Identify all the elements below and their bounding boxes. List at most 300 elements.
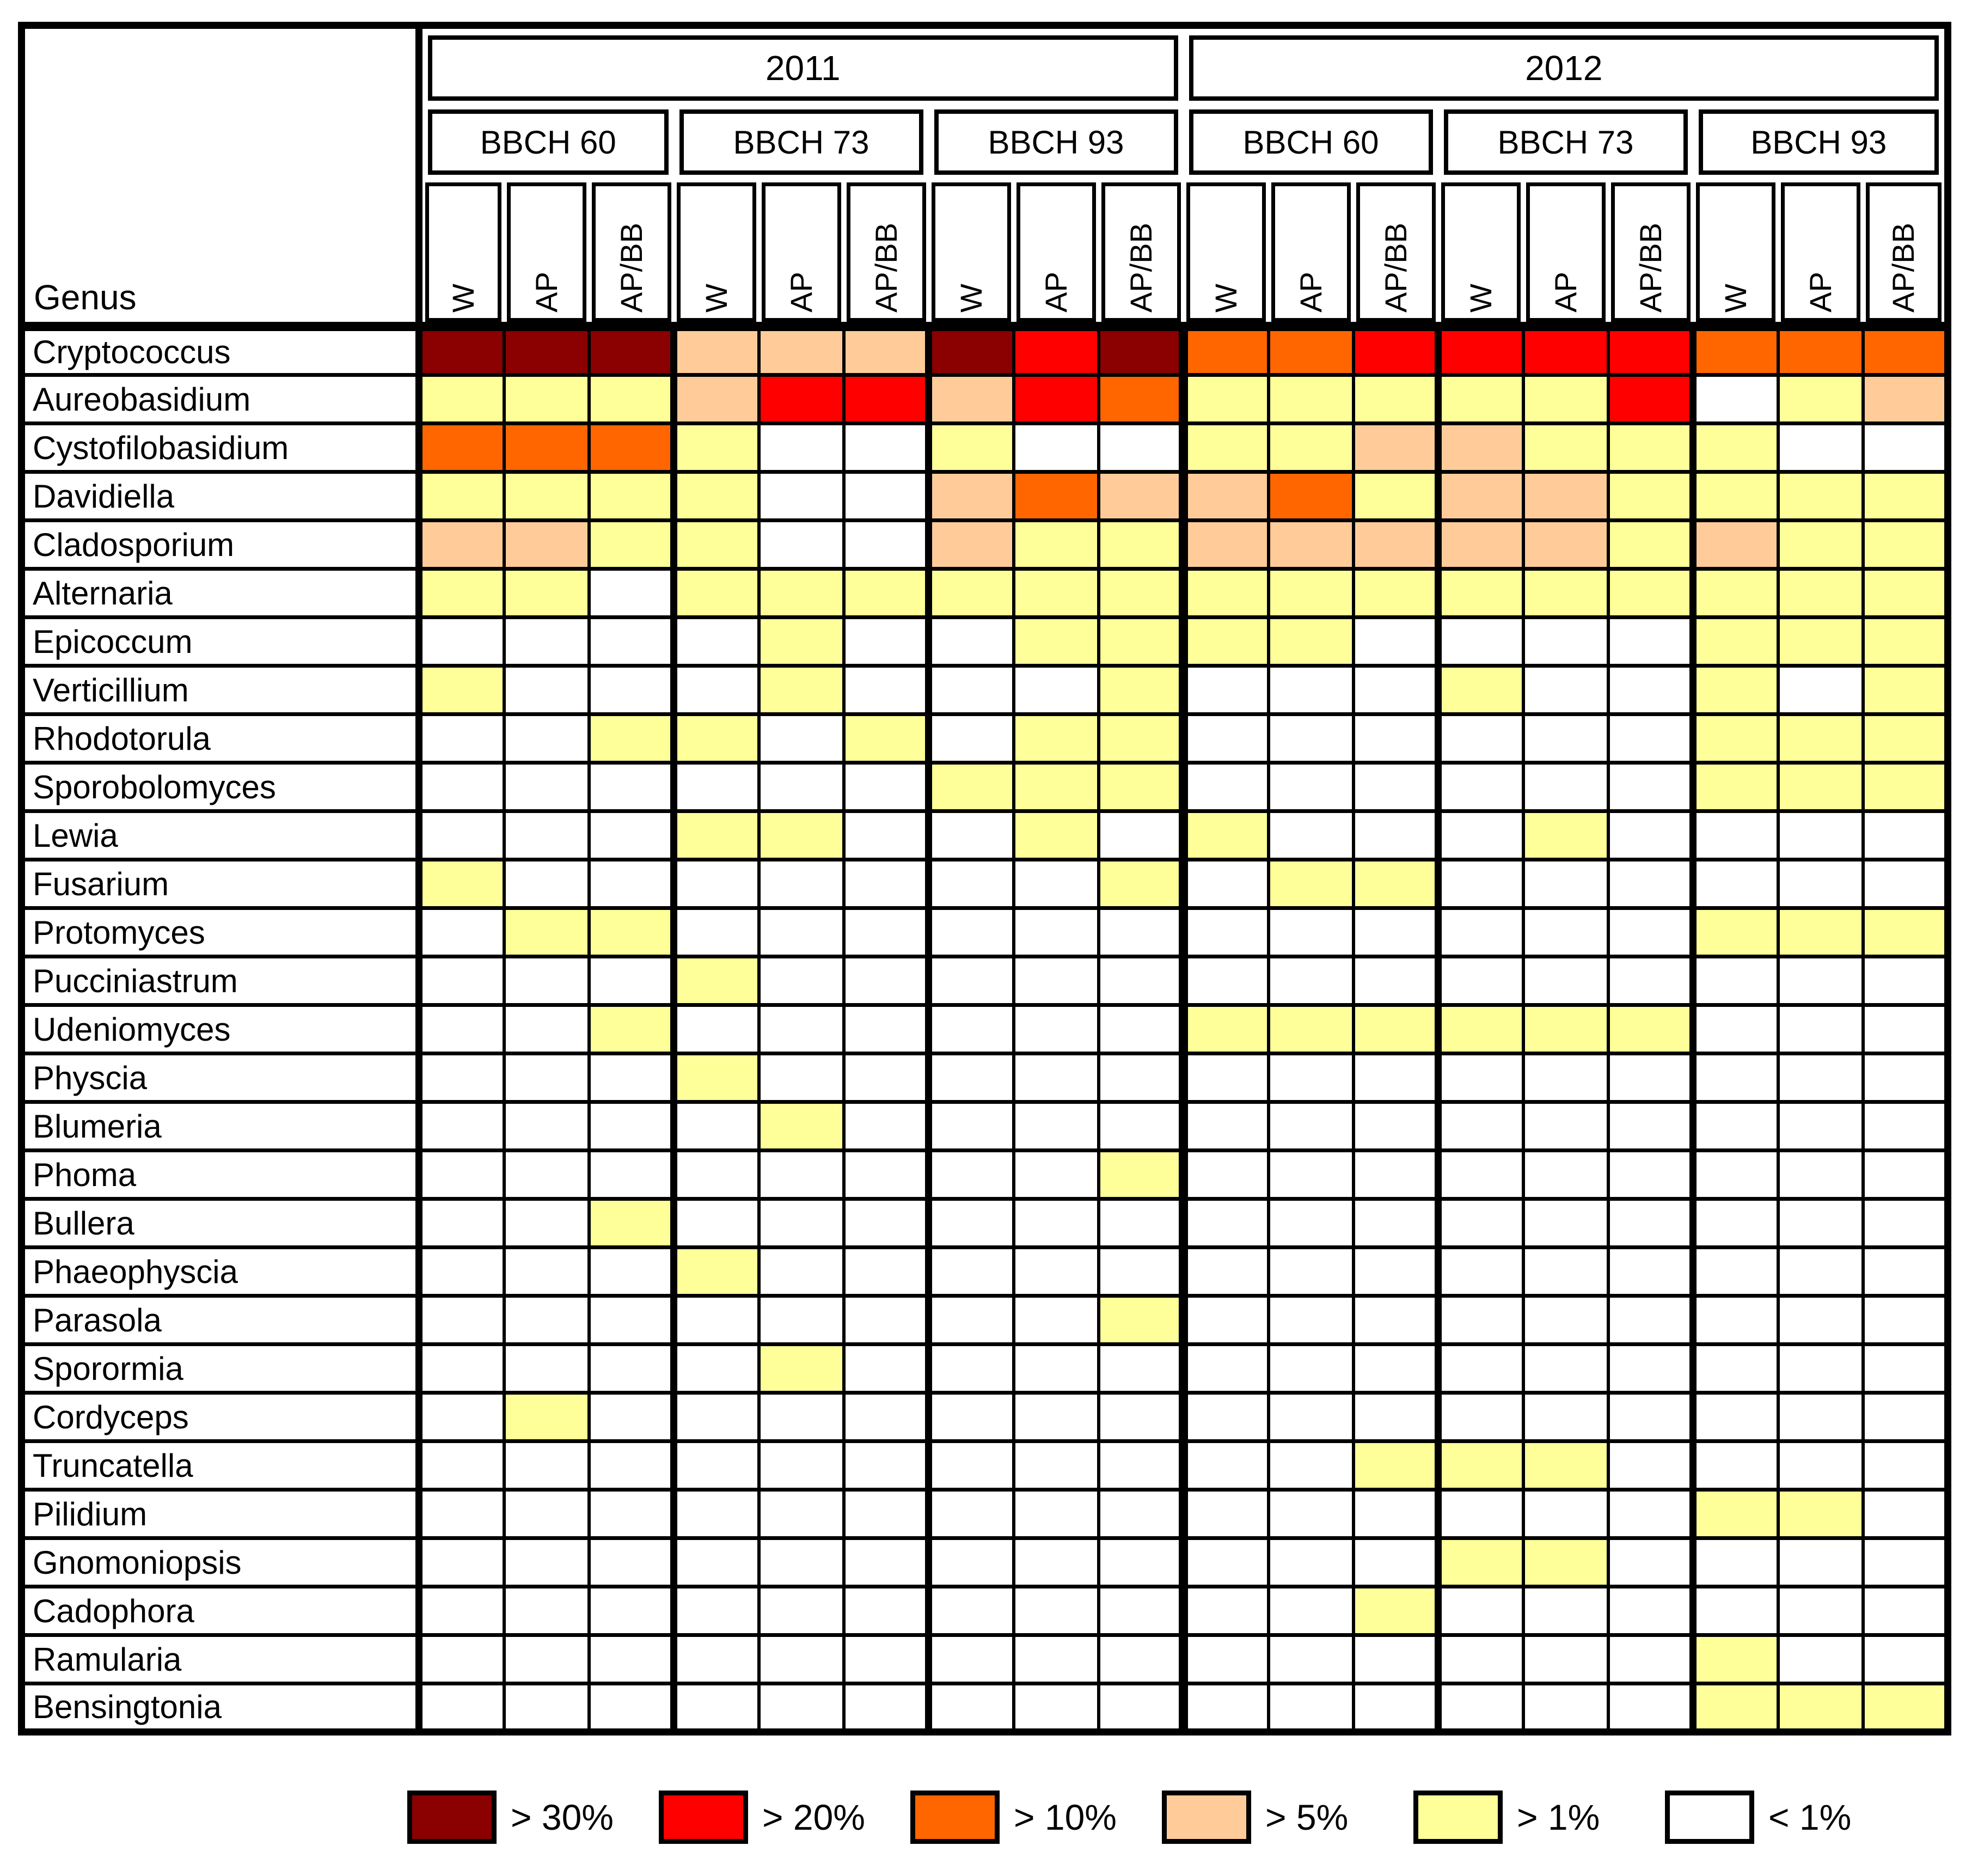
heatmap-cell xyxy=(504,1054,589,1102)
genus-row-label: Cladosporium xyxy=(22,521,419,569)
sample-type-header xyxy=(1693,182,1778,327)
heatmap-cell xyxy=(1778,1684,1863,1732)
sample-type-label: AP/BB xyxy=(1886,223,1921,313)
heatmap-cell xyxy=(589,714,674,763)
sample-type-label: AP xyxy=(783,272,818,313)
heatmap-cell xyxy=(1354,666,1438,714)
genus-row-label: Physcia xyxy=(22,1054,419,1102)
heatmap-cell xyxy=(1184,714,1269,763)
heatmap-cell xyxy=(1354,1102,1438,1151)
year-header xyxy=(1184,26,1948,107)
sample-type-header xyxy=(504,182,589,327)
heatmap-cell xyxy=(929,763,1014,811)
heatmap-cell xyxy=(1863,618,1948,666)
heatmap-cell xyxy=(1099,569,1184,618)
heatmap-cell xyxy=(1269,327,1354,375)
heatmap-cell xyxy=(1099,666,1184,714)
bbch-stage-label: BBCH 60 xyxy=(428,109,669,175)
heatmap-cell xyxy=(674,375,759,424)
heatmap-cell xyxy=(1523,472,1608,521)
heatmap-cell xyxy=(1608,424,1693,472)
heatmap-cell xyxy=(1014,1684,1099,1732)
heatmap-cell xyxy=(1014,1054,1099,1102)
sample-type-box xyxy=(425,182,501,322)
heatmap-cell xyxy=(504,860,589,908)
heatmap-cell xyxy=(844,327,929,375)
heatmap-cell xyxy=(674,763,759,811)
heatmap-cell xyxy=(1438,1248,1523,1296)
sample-type-header xyxy=(1099,182,1184,327)
genus-row-label: Aureobasidium xyxy=(22,375,419,424)
heatmap-cell xyxy=(1608,1635,1693,1684)
heatmap-cell xyxy=(1693,1345,1778,1393)
heatmap-cell xyxy=(929,1490,1014,1538)
heatmap-cell xyxy=(1184,860,1269,908)
table-row xyxy=(22,1587,1948,1635)
heatmap-cell xyxy=(1523,908,1608,957)
sample-type-header xyxy=(844,182,929,327)
heatmap-cell xyxy=(1863,908,1948,957)
sample-type-label: W xyxy=(1463,284,1498,313)
heatmap-cell xyxy=(589,1393,674,1441)
sample-type-box xyxy=(1866,182,1942,322)
heatmap-cell xyxy=(1863,714,1948,763)
heatmap-cell xyxy=(1693,908,1778,957)
heatmap-cell xyxy=(1523,666,1608,714)
heatmap-cell xyxy=(1438,908,1523,957)
heatmap-cell xyxy=(1184,569,1269,618)
heatmap-cell xyxy=(1354,1345,1438,1393)
heatmap-cell xyxy=(759,1684,844,1732)
bbch-stage-label: BBCH 73 xyxy=(679,109,923,175)
table-row xyxy=(22,375,1948,424)
heatmap-cell xyxy=(759,1587,844,1635)
heatmap-cell xyxy=(1778,666,1863,714)
heatmap-cell xyxy=(844,860,929,908)
heatmap-cell xyxy=(504,618,589,666)
heatmap-cell xyxy=(759,714,844,763)
heatmap-cell xyxy=(1778,472,1863,521)
sample-type-box xyxy=(1101,182,1181,322)
heatmap-cell xyxy=(1523,1054,1608,1102)
table-row xyxy=(22,569,1948,618)
heatmap-cell xyxy=(1693,1393,1778,1441)
heatmap-cell xyxy=(589,1005,674,1054)
table-row xyxy=(22,1102,1948,1151)
bbch-stage-label: BBCH 60 xyxy=(1189,109,1433,175)
heatmap-cell xyxy=(1693,327,1778,375)
heatmap-cell xyxy=(929,327,1014,375)
heatmap-cell xyxy=(1099,521,1184,569)
heatmap-cell xyxy=(759,908,844,957)
heatmap-cell xyxy=(1608,569,1693,618)
heatmap-cell xyxy=(504,1441,589,1490)
heatmap-cell xyxy=(1523,1684,1608,1732)
heatmap-cell xyxy=(504,1248,589,1296)
heatmap-cell xyxy=(1608,1005,1693,1054)
heatmap-cell xyxy=(929,1151,1014,1199)
heatmap-cell xyxy=(929,1005,1014,1054)
table-row xyxy=(22,1296,1948,1345)
heatmap-cell xyxy=(1608,860,1693,908)
heatmap-cell xyxy=(1269,375,1354,424)
heatmap-cell xyxy=(589,1345,674,1393)
heatmap-cell xyxy=(1269,1054,1354,1102)
heatmap-cell xyxy=(419,1684,504,1732)
heatmap-cell xyxy=(1863,1393,1948,1441)
genus-row-label: Ramularia xyxy=(22,1635,419,1684)
legend-item xyxy=(1162,1791,1413,1844)
heatmap-cell xyxy=(844,714,929,763)
heatmap-cell xyxy=(1863,1538,1948,1587)
heatmap-cell xyxy=(589,666,674,714)
legend-item xyxy=(1413,1791,1665,1844)
heatmap-cell xyxy=(1608,1296,1693,1345)
heatmap-cell xyxy=(1863,327,1948,375)
legend-item xyxy=(910,1791,1162,1844)
heatmap-cell xyxy=(1693,1684,1778,1732)
heatmap-cell xyxy=(1863,1441,1948,1490)
heatmap-cell xyxy=(1269,1635,1354,1684)
bbch-stage-header xyxy=(929,106,1184,182)
heatmap-cell xyxy=(1863,811,1948,860)
bbch-stage-header xyxy=(419,106,674,182)
heatmap-cell xyxy=(1269,1441,1354,1490)
heatmap-cell xyxy=(1184,375,1269,424)
sample-type-header xyxy=(1778,182,1863,327)
heatmap-cell xyxy=(1354,1393,1438,1441)
heatmap-cell xyxy=(1608,1151,1693,1199)
genus-row-label: Cordyceps xyxy=(22,1393,419,1441)
heatmap-cell xyxy=(929,618,1014,666)
heatmap-cell xyxy=(1863,957,1948,1005)
genus-row-label: Sporobolomyces xyxy=(22,763,419,811)
table-row xyxy=(22,521,1948,569)
heatmap-cell xyxy=(1863,1296,1948,1345)
heatmap-cell xyxy=(1269,1102,1354,1151)
heatmap-cell xyxy=(1438,1345,1523,1393)
heatmap-cell xyxy=(419,1054,504,1102)
heatmap-cell xyxy=(1438,521,1523,569)
heatmap-cell xyxy=(1014,424,1099,472)
heatmap-cell xyxy=(844,1248,929,1296)
heatmap-cell xyxy=(1184,1684,1269,1732)
heatmap-cell xyxy=(1438,763,1523,811)
heatmap-cell xyxy=(1778,1441,1863,1490)
legend-item xyxy=(407,1791,659,1844)
heatmap-cell xyxy=(1863,1587,1948,1635)
heatmap-cell xyxy=(589,375,674,424)
genus-row-label: Truncatella xyxy=(22,1441,419,1490)
heatmap-cell xyxy=(1354,1005,1438,1054)
heatmap-cell xyxy=(1354,1490,1438,1538)
heatmap-cell xyxy=(1014,1490,1099,1538)
heatmap-cell xyxy=(1438,618,1523,666)
heatmap-cell xyxy=(1693,1538,1778,1587)
legend-swatch xyxy=(407,1791,497,1844)
heatmap-cell xyxy=(1014,1587,1099,1635)
heatmap-cell xyxy=(1608,521,1693,569)
year-label: 2011 xyxy=(428,35,1178,101)
heatmap-cell xyxy=(929,472,1014,521)
heatmap-cell xyxy=(1693,569,1778,618)
heatmap-cell xyxy=(1184,1635,1269,1684)
heatmap-cell xyxy=(1778,1151,1863,1199)
heatmap-cell xyxy=(1778,1248,1863,1296)
heatmap-cell xyxy=(1438,375,1523,424)
heatmap-cell xyxy=(589,1151,674,1199)
heatmap-cell xyxy=(1608,811,1693,860)
heatmap-cell xyxy=(419,424,504,472)
heatmap-cell xyxy=(674,714,759,763)
bbch-stage-label: BBCH 73 xyxy=(1444,109,1688,175)
heatmap-cell xyxy=(1523,811,1608,860)
heatmap-cell xyxy=(1269,860,1354,908)
heatmap-cell xyxy=(1438,472,1523,521)
heatmap-cell xyxy=(1778,714,1863,763)
genus-row-label: Lewia xyxy=(22,811,419,860)
heatmap-cell xyxy=(1184,1102,1269,1151)
heatmap-cell xyxy=(589,957,674,1005)
heatmap-cell xyxy=(674,1199,759,1248)
heatmap-cell xyxy=(929,714,1014,763)
heatmap-cell xyxy=(1863,1005,1948,1054)
heatmap-cell xyxy=(1778,618,1863,666)
heatmap-cell xyxy=(1269,714,1354,763)
heatmap-cell xyxy=(1438,424,1523,472)
genus-row-label: Cystofilobasidium xyxy=(22,424,419,472)
heatmap-cell xyxy=(1354,860,1438,908)
heatmap-cell xyxy=(1863,375,1948,424)
heatmap-cell xyxy=(844,1635,929,1684)
heatmap-cell xyxy=(1693,714,1778,763)
heatmap-cell xyxy=(1184,472,1269,521)
heatmap-cell xyxy=(1269,811,1354,860)
heatmap-cell xyxy=(1608,1587,1693,1635)
legend-item xyxy=(659,1791,910,1844)
sample-type-header xyxy=(1269,182,1354,327)
heatmap-cell xyxy=(929,1635,1014,1684)
heatmap-cell xyxy=(1863,521,1948,569)
heatmap-cell xyxy=(419,763,504,811)
heatmap-cell xyxy=(1778,1393,1863,1441)
sample-type-box xyxy=(1696,182,1775,322)
heatmap-cell xyxy=(1099,1248,1184,1296)
heatmap-cell xyxy=(1778,763,1863,811)
heatmap-cell xyxy=(929,424,1014,472)
heatmap-cell xyxy=(674,424,759,472)
heatmap-cell xyxy=(589,1054,674,1102)
heatmap-cell xyxy=(844,1102,929,1151)
heatmap-cell xyxy=(1778,375,1863,424)
heatmap-cell xyxy=(1269,1490,1354,1538)
heatmap-cell xyxy=(1523,1345,1608,1393)
genus-row-label: Rhodotorula xyxy=(22,714,419,763)
heatmap-cell xyxy=(1523,327,1608,375)
sample-type-box xyxy=(1611,182,1691,322)
heatmap-cell xyxy=(589,569,674,618)
heatmap-cell xyxy=(1014,375,1099,424)
table-row xyxy=(22,1199,1948,1248)
genus-row-label: Fusarium xyxy=(22,860,419,908)
table-row xyxy=(22,1393,1948,1441)
heatmap-cell xyxy=(759,1151,844,1199)
heatmap-cell xyxy=(1608,714,1693,763)
heatmap-cell xyxy=(1184,1345,1269,1393)
heatmap-cell xyxy=(759,1248,844,1296)
heatmap-cell xyxy=(844,1054,929,1102)
heatmap-cell xyxy=(1523,1199,1608,1248)
sample-type-box xyxy=(847,182,926,322)
heatmap-cell xyxy=(844,1393,929,1441)
sample-type-box xyxy=(762,182,841,322)
legend-label: > 20% xyxy=(762,1797,865,1837)
heatmap-cell xyxy=(1014,860,1099,908)
table-row xyxy=(22,1248,1948,1296)
heatmap-cell xyxy=(1693,1248,1778,1296)
heatmap-cell xyxy=(1354,569,1438,618)
heatmap-cell xyxy=(1693,1296,1778,1345)
heatmap-cell xyxy=(1863,1635,1948,1684)
heatmap-cell xyxy=(1269,1005,1354,1054)
heatmap-cell xyxy=(1523,1441,1608,1490)
sample-type-header xyxy=(1523,182,1608,327)
heatmap-cell xyxy=(1184,521,1269,569)
table-row xyxy=(22,1490,1948,1538)
heatmap-cell xyxy=(1438,957,1523,1005)
heatmap-cell xyxy=(1354,908,1438,957)
heatmap-cell xyxy=(929,1538,1014,1587)
heatmap-cell xyxy=(1608,618,1693,666)
heatmap-cell xyxy=(844,1345,929,1393)
heatmap-cell xyxy=(1693,424,1778,472)
legend-label: > 1% xyxy=(1517,1797,1600,1837)
heatmap-cell xyxy=(504,1199,589,1248)
heatmap-cell xyxy=(1438,1538,1523,1587)
sample-type-label: AP/BB xyxy=(1633,223,1668,313)
genus-column-header: Genus xyxy=(22,26,419,327)
heatmap-cell xyxy=(1438,1587,1523,1635)
heatmap-cell xyxy=(1438,860,1523,908)
heatmap-cell xyxy=(1863,424,1948,472)
heatmap-cell xyxy=(844,1199,929,1248)
heatmap-cell xyxy=(1693,666,1778,714)
heatmap-cell xyxy=(1014,1393,1099,1441)
heatmap-cell xyxy=(504,1296,589,1345)
heatmap-cell xyxy=(1184,618,1269,666)
heatmap-cell xyxy=(1778,860,1863,908)
heatmap-cell xyxy=(419,1102,504,1151)
sample-type-box xyxy=(1356,182,1436,322)
heatmap-cell xyxy=(759,1441,844,1490)
heatmap-cell xyxy=(929,908,1014,957)
heatmap-cell xyxy=(759,1635,844,1684)
heatmap-cell xyxy=(589,860,674,908)
heatmap-cell xyxy=(1269,618,1354,666)
heatmap-cell xyxy=(1099,472,1184,521)
sample-type-box xyxy=(932,182,1011,322)
genus-row-label: Verticillium xyxy=(22,666,419,714)
heatmap-cell xyxy=(1523,618,1608,666)
heatmap-cell xyxy=(504,1684,589,1732)
sample-type-header xyxy=(419,182,504,327)
heatmap-cell xyxy=(1438,1635,1523,1684)
heatmap-cell xyxy=(504,1345,589,1393)
heatmap-cell xyxy=(1863,763,1948,811)
heatmap-cell xyxy=(759,618,844,666)
heatmap-cell xyxy=(1523,1538,1608,1587)
heatmap-cell xyxy=(589,1441,674,1490)
genus-row-label: Gnomoniopsis xyxy=(22,1538,419,1587)
heatmap-cell xyxy=(1014,521,1099,569)
heatmap-cell xyxy=(1438,1684,1523,1732)
heatmap-cell xyxy=(1099,1102,1184,1151)
genus-row-label: Sporormia xyxy=(22,1345,419,1393)
heatmap-cell xyxy=(1438,811,1523,860)
table-row xyxy=(22,811,1948,860)
heatmap-cell xyxy=(1184,1054,1269,1102)
year-label: 2012 xyxy=(1189,35,1939,101)
heatmap-cell xyxy=(1608,957,1693,1005)
heatmap-cell xyxy=(1184,1393,1269,1441)
heatmap-cell xyxy=(1863,1199,1948,1248)
genus-row-label: Phaeophyscia xyxy=(22,1248,419,1296)
sample-type-box xyxy=(592,182,671,322)
heatmap-cell xyxy=(674,1248,759,1296)
heatmap-cell xyxy=(1863,472,1948,521)
heatmap-cell xyxy=(1184,811,1269,860)
heatmap-cell xyxy=(929,860,1014,908)
heatmap-cell xyxy=(1523,424,1608,472)
heatmap-cell xyxy=(1269,521,1354,569)
heatmap-cell xyxy=(589,1296,674,1345)
heatmap-cell xyxy=(1354,1635,1438,1684)
heatmap-cell xyxy=(1523,1102,1608,1151)
heatmap-cell xyxy=(419,1248,504,1296)
heatmap-cell xyxy=(419,1345,504,1393)
heatmap-cell xyxy=(419,811,504,860)
heatmap-cell xyxy=(759,1490,844,1538)
heatmap-cell xyxy=(1099,811,1184,860)
abundance-heatmap xyxy=(18,22,1951,1736)
heatmap-cell xyxy=(844,1490,929,1538)
heatmap-cell xyxy=(1184,327,1269,375)
heatmap-cell xyxy=(1099,375,1184,424)
heatmap-cell xyxy=(1438,714,1523,763)
heatmap-cell xyxy=(1354,1684,1438,1732)
sample-type-label: AP/BB xyxy=(1378,223,1413,313)
heatmap-cell xyxy=(844,424,929,472)
sample-type-box xyxy=(1526,182,1606,322)
table-row xyxy=(22,618,1948,666)
heatmap-cell xyxy=(1269,1296,1354,1345)
heatmap-cell xyxy=(1438,1102,1523,1151)
heatmap-cell xyxy=(674,1635,759,1684)
heatmap-cell xyxy=(1778,1345,1863,1393)
heatmap-cell xyxy=(1778,1490,1863,1538)
heatmap-cell xyxy=(504,763,589,811)
heatmap-cell xyxy=(1608,375,1693,424)
heatmap-cell xyxy=(1099,618,1184,666)
heatmap-cell xyxy=(1863,860,1948,908)
heatmap-cell xyxy=(1099,1054,1184,1102)
table-row xyxy=(22,327,1948,375)
heatmap-cell xyxy=(1523,1393,1608,1441)
heatmap-table xyxy=(18,22,1951,1736)
heatmap-cell xyxy=(1693,521,1778,569)
sample-type-header xyxy=(1354,182,1438,327)
sample-type-header xyxy=(674,182,759,327)
